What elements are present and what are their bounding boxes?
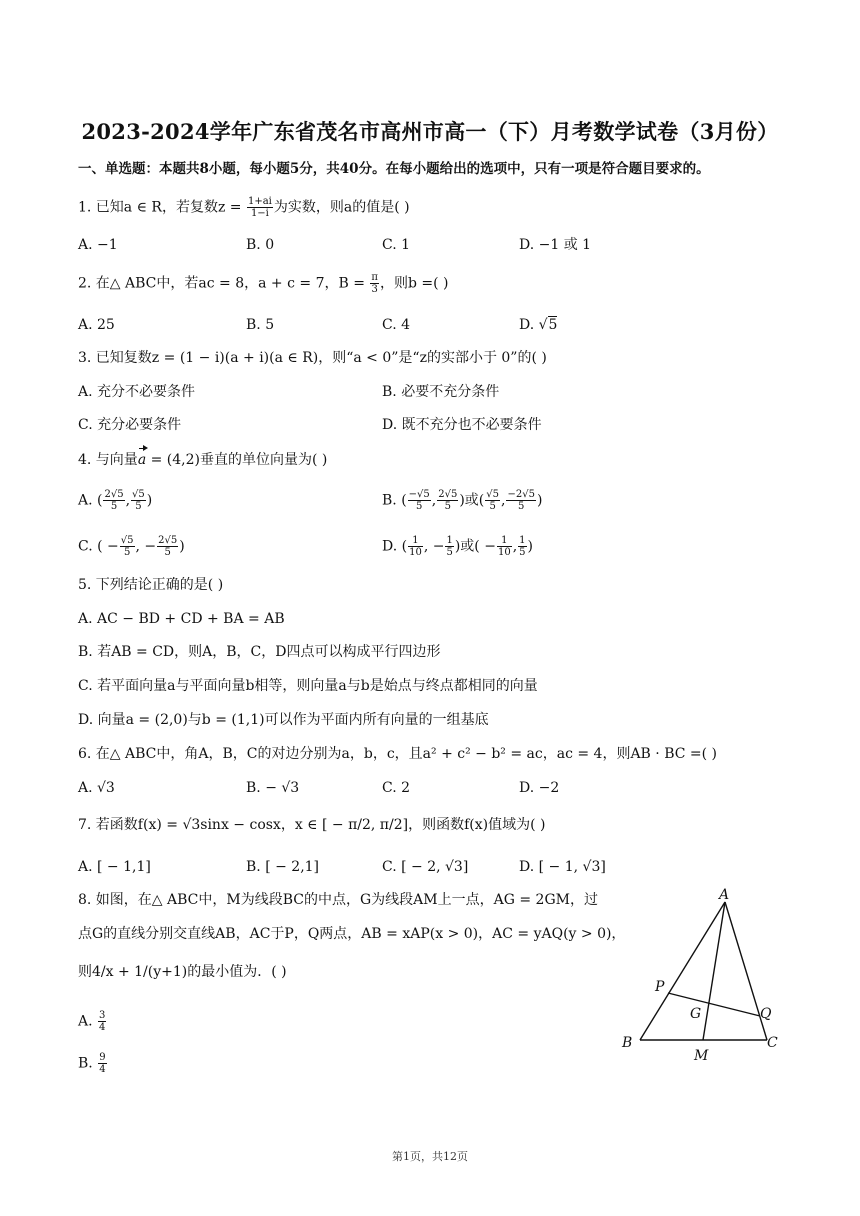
question-3-option-b: B. 必要不充分条件 [382,384,500,400]
question-2-option-d: D. √5 [519,317,558,333]
question-7-option-b: B. [ − 2,1] [246,859,320,875]
question-5-option-a: A. AC − BD + CD + BA = AB [78,611,285,627]
triangle-figure [612,885,792,1065]
question-3-option-d: D. 既不充分也不必要条件 [382,417,542,433]
label-c: C [767,1035,778,1051]
question-4-option-c: C. ( − $\frac{√5}{5}$ , − $\frac{2√5}{5}$ ) [78,535,185,558]
question-5-option-c: C. 若平面向量a与平面向量b相等，则向量a与b是始点与终点都相同的向量 [78,678,538,694]
question-1-option-d: D. −1 或 1 [519,237,592,253]
question-8-line-3: 则4/x + 1/(y+1)的最小值为．( ) [78,964,287,980]
label-m: M [694,1048,709,1064]
label-p: P [655,979,665,995]
question-6-option-d: D. −2 [519,780,560,796]
question-8-option-b: B. $\frac{9}{4}$ [78,1052,106,1075]
question-2-option-b: B. 5 [246,317,275,333]
page-footer: 第1页，共12页 [392,1150,468,1163]
label-b: B [622,1035,633,1051]
question-1-option-c: C. 1 [382,237,411,253]
question-5-option-b: B. 若AB = CD，则A，B，C，D四点可以构成平行四边形 [78,644,441,660]
question-7-option-d: D. [ − 1, √3] [519,859,606,875]
question-6-option-a: A. √3 [78,780,115,796]
label-a: A [719,887,730,903]
question-3-stem: 3. 已知复数z = (1 − i)(a + i)(a ∈ R)，则“a < 0”是“z的实部小于 0”的( ) [78,350,547,366]
question-7-option-c: C. [ − 2, √3] [382,859,469,875]
question-1-option-a: A. −1 [78,237,118,253]
question-6-option-c: C. 2 [382,780,411,796]
question-2-option-c: C. 4 [382,317,411,333]
segment-ab [640,902,725,1040]
label-g: G [690,1006,702,1022]
question-6-stem: 6. 在△ ABC中，角A，B，C的对边分别为a，b，c，且a² + c² − b² = ac，ac = 4，则AB · BC =( ) [78,746,718,762]
question-2-stem: 2. 在△ ABC中，若ac = 8，a + c = 7，B = $\frac{\pi}{3}$ ，则b =( ) [78,272,449,295]
question-8-option-a: A. $\frac{3}{4}$ [78,1010,106,1033]
question-3-option-a: A. 充分不必要条件 [78,384,196,400]
exam-title: 2023-2024学年广东省茂名市高州市高一（下）月考数学试卷（3月份） [81,119,779,144]
question-7-option-a: A. [ − 1,1] [78,859,151,875]
question-8-line-2: 点G的直线分别交直线AB，AC于P，Q两点，AB = xAP(x > 0)，AC = yAQ(y > 0)， [78,926,626,942]
question-3-option-c: C. 充分必要条件 [78,417,182,433]
question-7-stem: 7. 若函数f(x) = √3sinx − cosx，x ∈ [ − π/2, π/2]，则函数f(x)值域为( ) [78,817,546,833]
question-4-stem: 4. 与向量a = (4,2)垂直的单位向量为( ) [78,452,328,468]
segment-pq [668,993,760,1016]
segment-am [703,902,725,1040]
question-1-stem: 1. 已知a ∈ R，若复数z = $\frac{1+ai}{1-i}$ 为实数，则a的值是( ) [78,196,410,219]
question-4-option-d: D. ( $\frac{1}{10}$ , − $\frac{1}{5}$ )或( − $\frac{1}{10}$ , $\frac{1}{5}$ ) [382,535,533,558]
question-1-option-b: B. 0 [246,237,275,253]
question-5-stem: 5. 下列结论正确的是( ) [78,577,224,593]
question-5-option-d: D. 向量a = (2,0)与b = (1,1)可以作为平面内所有向量的一组基底 [78,712,489,728]
question-2-option-a: A. 25 [78,317,115,333]
question-8-line-1: 8. 如图，在△ ABC中，M为线段BC的中点，G为线段AM上一点，AG = 2GM，过 [78,892,598,908]
question-6-option-b: B. − √3 [246,780,300,796]
question-4-option-a: A. ( $\frac{2√5}{5}$ , $\frac{√5}{5}$ ) [78,489,153,512]
section-heading: 一、单选题：本题共8小题，每小题5分，共40分。在每小题给出的选项中，只有一项是符合题目要求的。 [78,161,710,177]
question-4-option-b: B. ( $\frac{-√5}{5}$ , $\frac{2√5}{5}$ )或( $\frac{√5}{5}$ , $\frac{-2√5}{5}$ ) [382,489,543,512]
label-q: Q [760,1006,772,1022]
